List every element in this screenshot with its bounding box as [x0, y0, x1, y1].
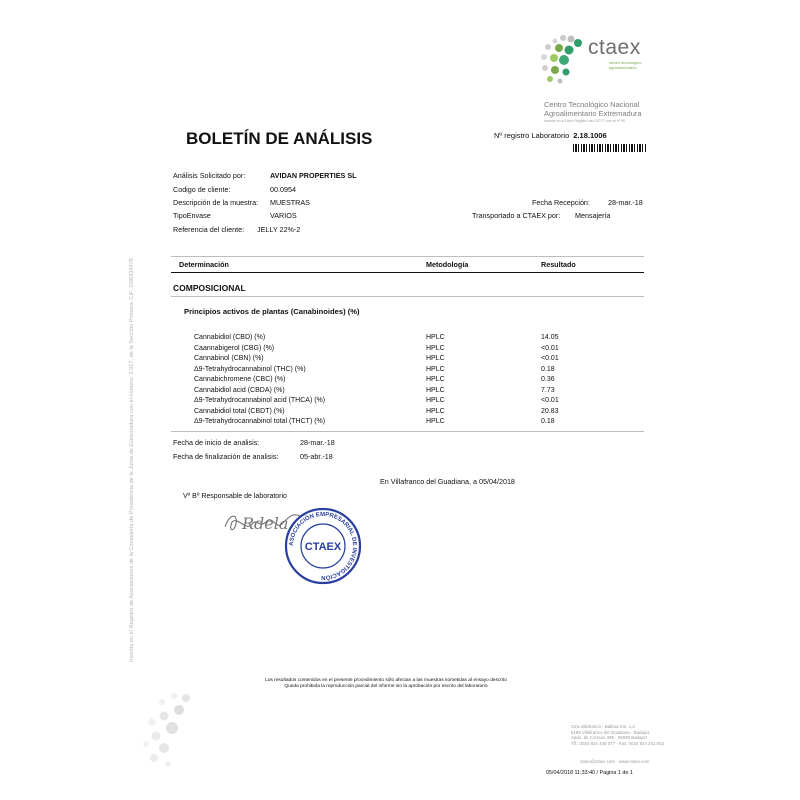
stamp-center-text: CTAEX [304, 541, 342, 553]
organization-name: Centro Tecnológico Nacional Agroalimentario Extremadura Inscrito en el Libro Registro del CICYT con el nº 90 [544, 100, 642, 123]
logo-dots-icon [533, 30, 593, 90]
table-bottom-rule [171, 431, 644, 432]
transporte-label: Transportado a CTAEX por: [472, 211, 561, 220]
descripcion-label: Descripción de la muestra: [173, 198, 259, 207]
table-row: Cannabichromene (CBC) (%) HPLC 0.36 [194, 376, 555, 383]
place-date: En Villafranco del Guadiana, a 05/04/2018 [380, 477, 515, 486]
codigo-value: 00.0954 [270, 185, 296, 194]
signature-text: Rdela [242, 514, 289, 533]
barcode [573, 144, 646, 152]
inicio-label: Fecha de inicio de analisis: [173, 438, 260, 447]
logo-tagline: centro tecnológico agroalimentario [609, 60, 642, 70]
referencia-value: JELLY 22%-2 [257, 225, 301, 234]
col-determinacion: Determinación [179, 260, 229, 269]
inicio-value: 28-mar.-18 [300, 438, 335, 447]
subsection-title: Principios activos de plantas (Canabinoides) (%) [184, 307, 360, 316]
footer-disclaimer: Los resultados contenidos en el presente procedimiento sólo afectan a las muestras sometidas al ensayo descrito Queda prohibida la reproducción parcial del informe sin la aprobación por escrito del laboratorio [265, 678, 507, 689]
recepcion-value: 28-mar.-18 [608, 198, 643, 207]
table-row: Cannabidiol acid (CBDA) (%) HPLC 7.73 [194, 386, 555, 394]
lab-stamp [283, 506, 363, 586]
table-header-rule [171, 272, 644, 273]
registry-side-note: Inscrita en el Registro de Asociaciones de la Consejería de Presidencia de la Junta de Extremadura con el número: 2.917, de la Sección Primera. CIF: G06334478 [129, 258, 135, 662]
col-resultado: Resultado [541, 260, 576, 269]
referencia-label: Referencia del cliente: [173, 225, 245, 234]
codigo-label: Codigo de cliente: [173, 185, 231, 194]
envase-value: VARIOS [270, 211, 297, 220]
footer-web: ctaex@ctaex.com · www.ctaex.com [580, 759, 650, 764]
table-row: Caannabigerol (CBG) (%) HPLC <0.01 [194, 344, 559, 352]
stamp-arc-text: ASOCIACIÓN EMPRESARIAL DE INVESTIGACIÓN [288, 511, 358, 581]
solicitado-label: Análisis Solicitado por: [173, 171, 246, 180]
recepcion-label: Fecha Recepción: [532, 198, 590, 207]
lab-registry: Nº registro Laboratorio 2.18.1006 [494, 131, 607, 140]
table-row: Δ9-Tetrahydrocannabinol total (THCT) (%) HPLC 0.18 [194, 418, 555, 425]
solicitado-value: AVIDAN PROPERTIES SL [270, 171, 357, 180]
table-row: Cannabidiol total (CBDT) (%) HPLC 20.83 [194, 407, 559, 415]
table-row: Cannabinol (CBN) (%) HPLC <0.01 [194, 355, 559, 362]
section-title: COMPOSICIONAL [173, 283, 246, 293]
fin-value: 05-abr.-18 [300, 452, 333, 461]
watermark-dots-icon [134, 686, 224, 776]
table-top-rule [171, 256, 644, 257]
col-metodologia: Metodología [426, 260, 469, 269]
page-title: BOLETÍN DE ANÁLISIS [186, 129, 373, 148]
logo-brand: ctaex [588, 36, 641, 59]
section-rule [171, 296, 644, 297]
descripcion-value: MUESTRAS [270, 198, 310, 207]
transporte-value: Mensajería [575, 211, 611, 220]
envase-label: TipoEnvase [173, 211, 211, 220]
footer-address: Ctra.Villafranco - Balboa Km. 1,2 6195 Villafranco del Guadiana · Badajoz Apdo. de Correos 495 · 06080 Badajoz Tlf.: 0034 924 448 077 · Fax: 0034 924 241 002 [571, 724, 665, 746]
fin-label: Fecha de finalización de analisis: [173, 452, 279, 461]
table-row: Cannabidiol (CBD) (%) HPLC 14.05 [194, 334, 559, 341]
signature-label: Vº Bº Responsable de laboratorio [183, 493, 287, 500]
table-row: Δ9-Tetrahydrocannabinol acid (THCA) (%) HPLC <0.01 [194, 397, 559, 404]
print-timestamp: 05/04/2018 11:33:40 / Pagina 1 de 1 [546, 770, 633, 776]
table-row: Δ9-Tetrahydrocannabinol (THC) (%) HPLC 0.18 [194, 365, 555, 373]
